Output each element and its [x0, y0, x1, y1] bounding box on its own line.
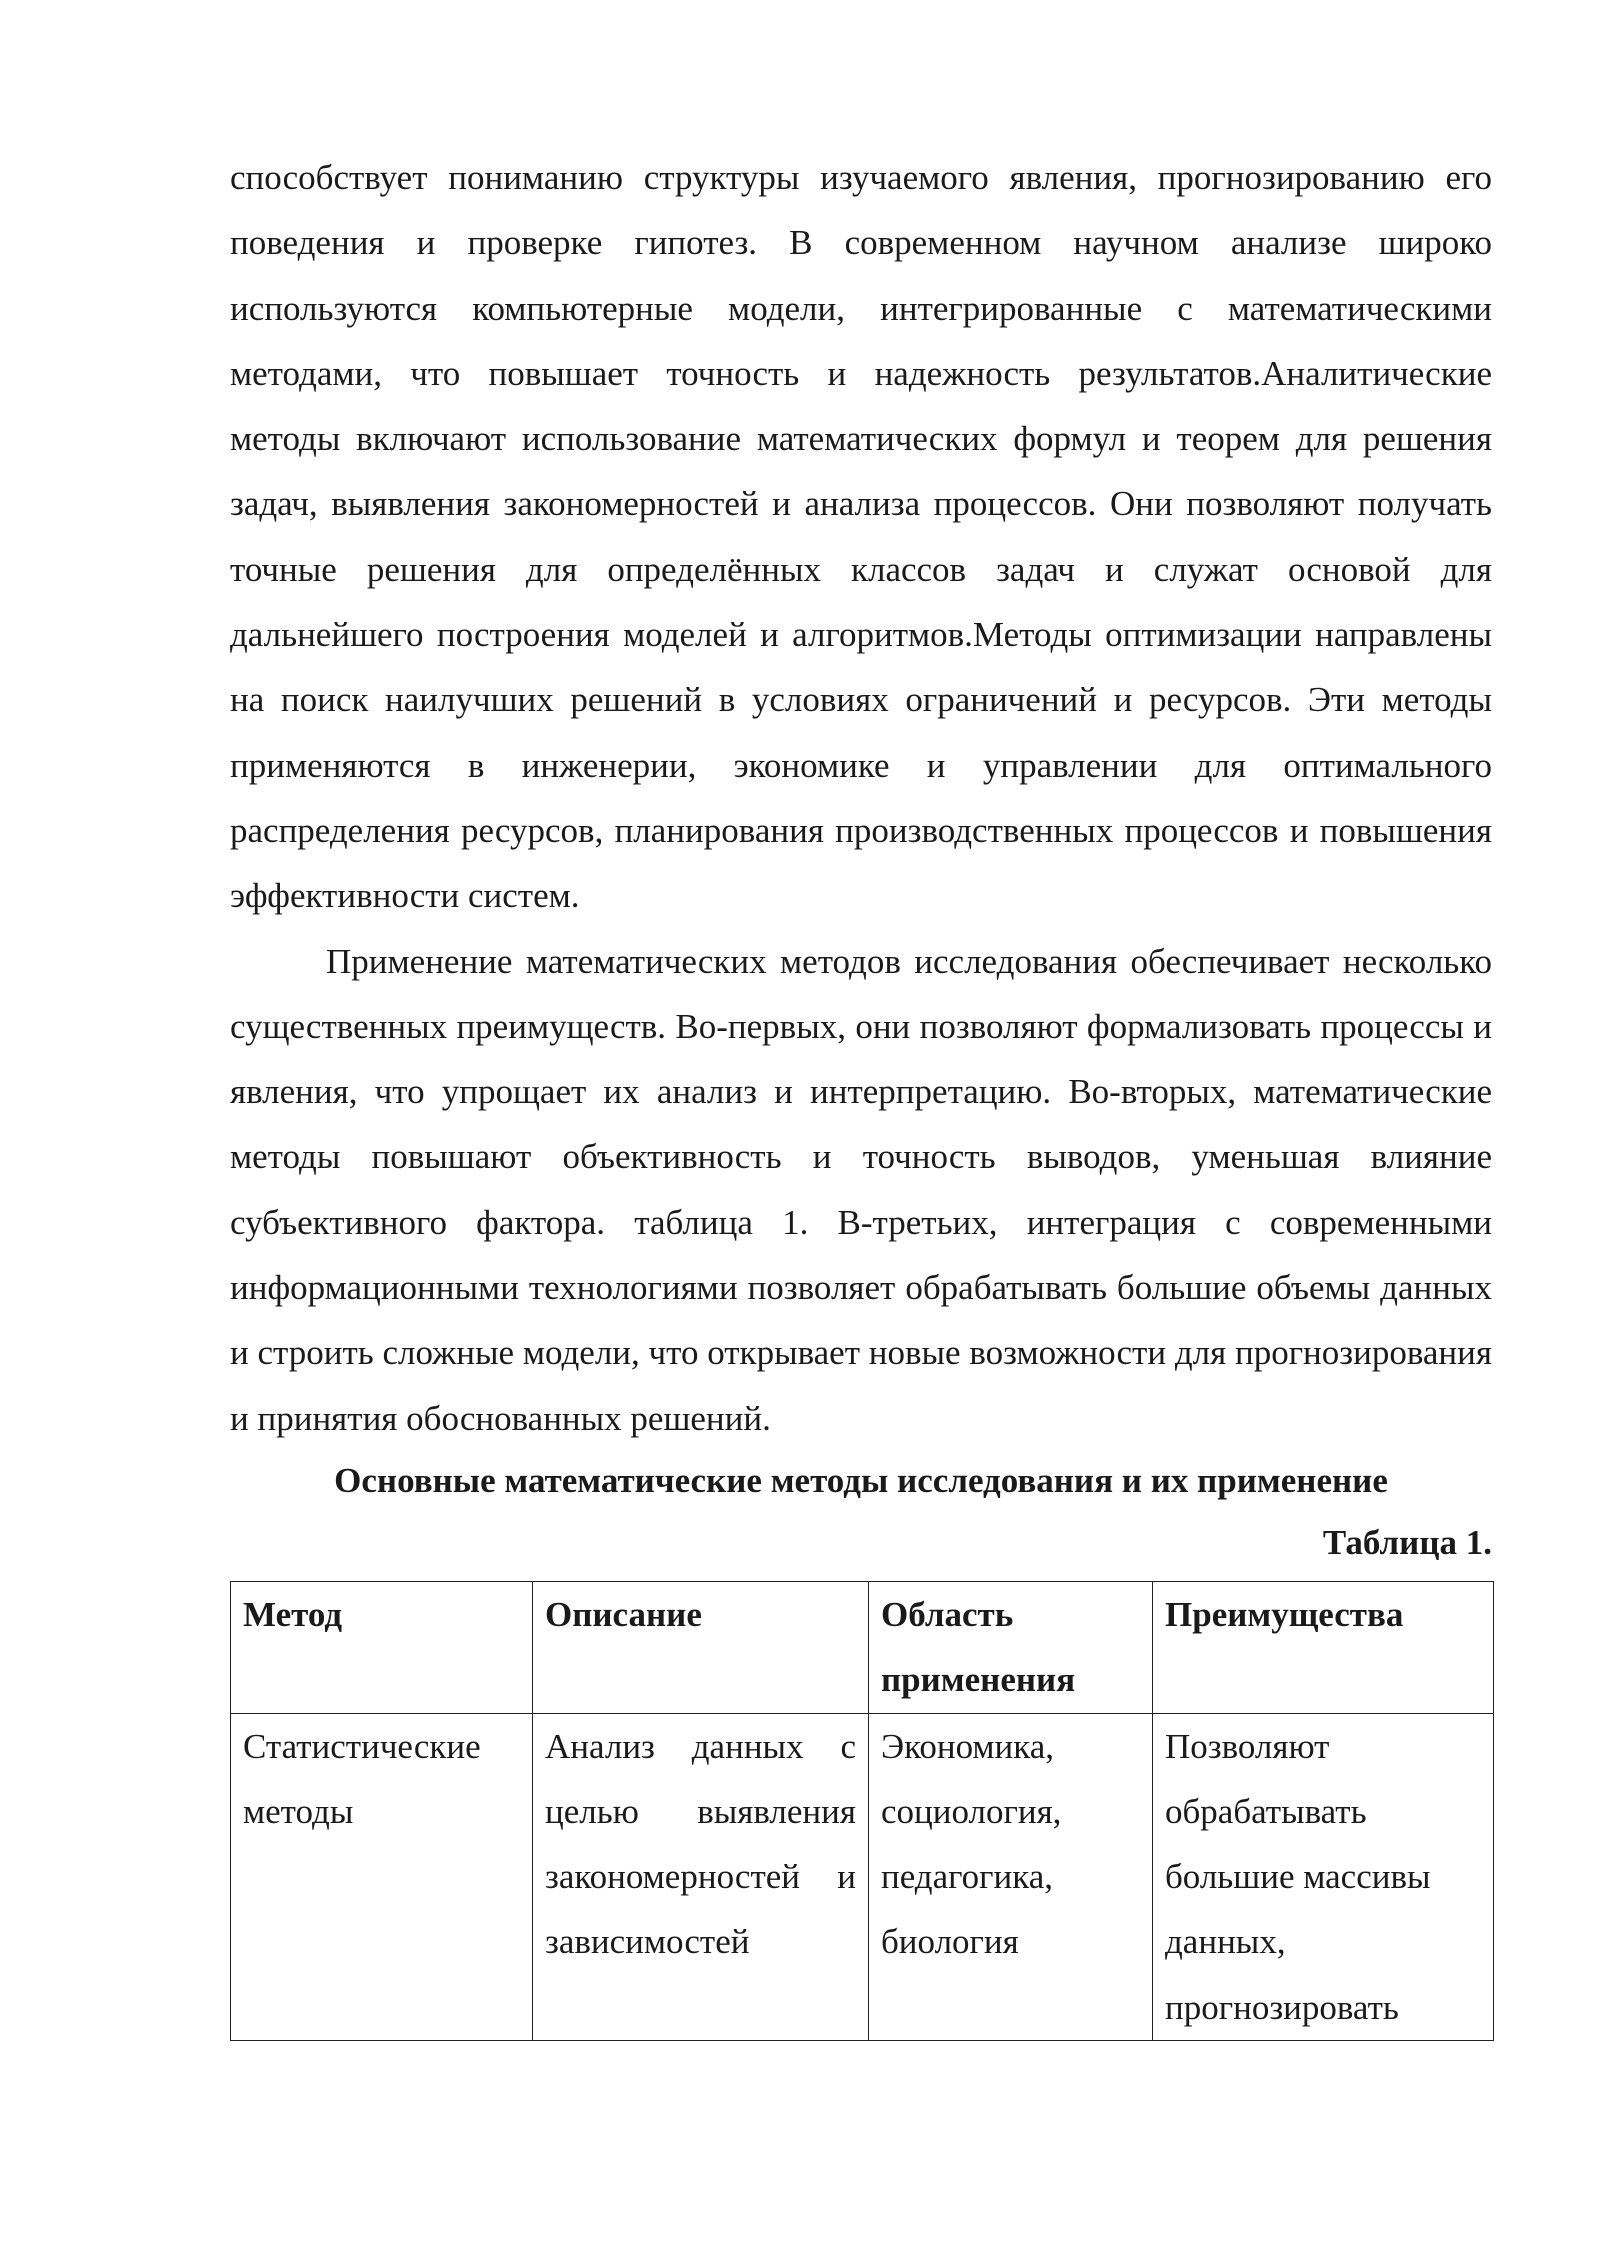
paragraph-1: способствует пониманию структуры изучаемого явления, прогнозированию его поведения и проверке гипотез. В современном научном анализе широко используются компьютерные модели, интегрированные с математическими методами, что повышает точность и надежность результатов.Аналитические методы включают использование математических формул и теорем для решения задач, выявления закономерностей и анализа процессов. Они позволяют получать точные решения для определённых классов задач и служат основой для дальнейшего построения моделей и алгоритмов.Методы оптимизации направлены на поиск наилучших решений в условиях ограничений и ресурсов. Эти методы применяются в инженерии, экономике и управлении для оптимального распределения ресурсов, планирования производственных процессов и повышения эффективности систем.: [230, 158, 1492, 916]
header-description: Описание: [533, 1581, 869, 1713]
header-advantages: Преимущества: [1153, 1581, 1494, 1713]
table-title: Основные математические методы исследования и их применение: [334, 1460, 1388, 1500]
cell-description: Анализ данных с целью выявления закономерностей и зависимостей: [533, 1713, 869, 2040]
table-number: Таблица 1.: [1322, 1522, 1492, 1562]
cell-method: Статистические методы: [231, 1713, 533, 2040]
document-page: [230, 145, 1492, 2041]
paragraph-2: Применение математических методов исследования обеспечивает несколько существенных преимуществ. Во-первых, они позволяют формализовать процессы и явления, что упрощает их анализ и интерпретацию. Во-вторых, математические методы повышают объективность и точность выводов, уменьшая влияние субъективного фактора. таблица 1. В-третьих, интеграция с современными информационными технологиями позволяет обрабатывать большие объемы данных и строить сложные модели, что открывает новые возможности для прогнозирования и принятия обоснованных решений.: [230, 941, 1492, 1438]
methods-table: [230, 1581, 1494, 2041]
cell-advantages: Позволяют обрабатывать большие массивы данных, прогнозировать: [1153, 1713, 1494, 2040]
header-method: Метод: [231, 1581, 533, 1713]
cell-application-area: Экономика, социология, педагогика, биология: [869, 1713, 1153, 2040]
table-header-row: [231, 1581, 1494, 1713]
table-row: [231, 1713, 1494, 2040]
header-application-area: Область применения: [869, 1581, 1153, 1713]
